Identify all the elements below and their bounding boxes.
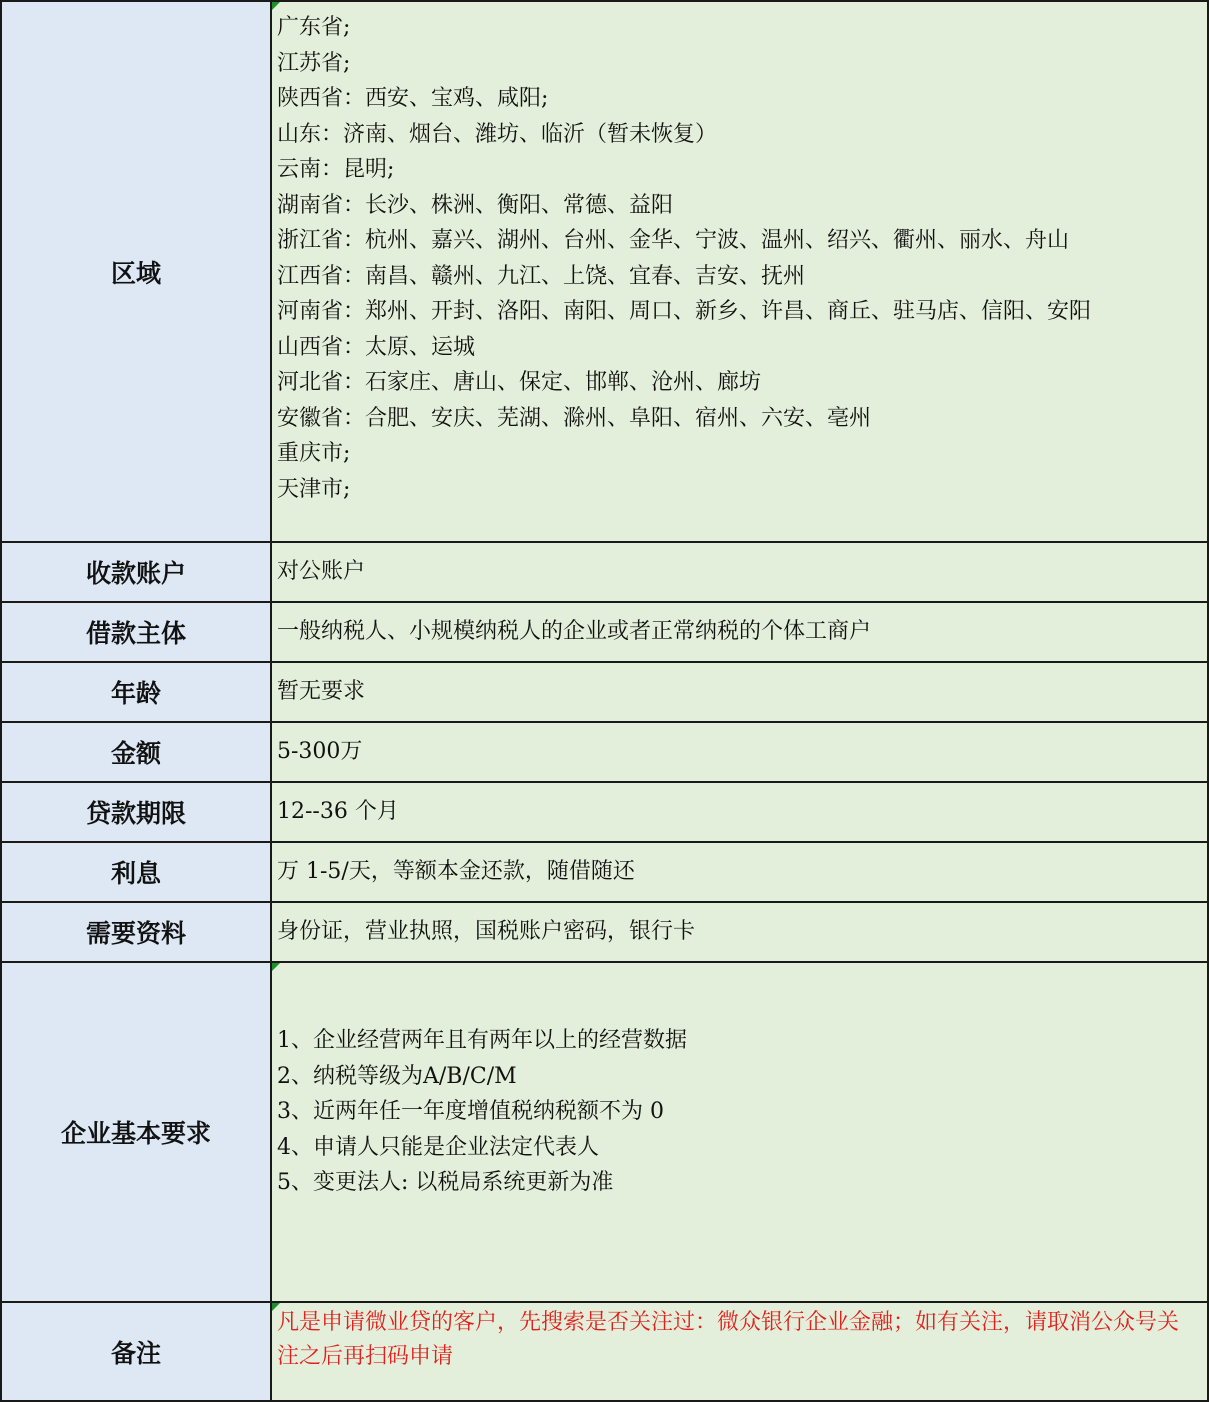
region-line: 安徽省：合肥、安庆、芜湖、滁州、阜阳、宿州、六安、亳州 <box>277 405 872 431</box>
row-account <box>1 542 1208 602</box>
term-value: 12--36 个月 <box>271 782 1208 842</box>
requirements-list <box>277 1023 1207 1201</box>
row-age <box>1 662 1208 722</box>
row-documents <box>1 902 1208 962</box>
requirement-item: 2、纳税等级为A/B/C/M <box>277 1063 517 1089</box>
account-value: 对公账户 <box>271 542 1208 602</box>
interest-label: 利息 <box>1 842 271 902</box>
row-region <box>1 1 1208 542</box>
remarks-label: 备注 <box>1 1302 271 1401</box>
row-borrower <box>1 602 1208 662</box>
region-line: 湖南省：长沙、株洲、衡阳、常德、益阳 <box>277 192 674 218</box>
comment-indicator-icon <box>272 2 280 10</box>
amount-label: 金额 <box>1 722 271 782</box>
region-line: 云南：昆明; <box>277 157 395 182</box>
region-line: 浙江省：杭州、嘉兴、湖州、台州、金华、宁波、温州、绍兴、衢州、丽水、舟山 <box>277 228 1070 253</box>
region-label: 区域 <box>1 1 271 542</box>
region-list <box>277 2 1207 507</box>
row-requirements <box>1 962 1208 1302</box>
borrower-label: 借款主体 <box>1 602 271 662</box>
requirement-item: 1、企业经营两年且有两年以上的经营数据 <box>277 1028 687 1054</box>
requirement-item: 5、变更法人: 以税局系统更新为准 <box>277 1170 614 1196</box>
age-value: 暂无要求 <box>271 662 1208 722</box>
requirements-label: 企业基本要求 <box>1 962 271 1302</box>
row-interest <box>1 842 1208 902</box>
region-line: 陕西省：西安、宝鸡、咸阳; <box>277 86 549 111</box>
requirement-item: 4、申请人只能是企业法定代表人 <box>277 1134 599 1160</box>
region-value <box>271 1 1208 542</box>
requirement-item: 3、近两年任一年度增值税纳税额不为 0 <box>277 1099 664 1125</box>
row-term <box>1 782 1208 842</box>
region-line: 山东：济南、烟台、潍坊、临沂（暂未恢复） <box>277 121 718 147</box>
documents-label: 需要资料 <box>1 902 271 962</box>
row-amount <box>1 722 1208 782</box>
documents-value: 身份证，营业执照，国税账户密码，银行卡 <box>271 902 1208 962</box>
account-label: 收款账户 <box>1 542 271 602</box>
remarks-text: 凡是申请微业贷的客户，先搜索是否关注过：微众银行企业金融；如有关注，请取消公众号关注之后再扫码申请 <box>277 1310 1180 1369</box>
amount-value: 5-300万 <box>271 722 1208 782</box>
age-label: 年龄 <box>1 662 271 722</box>
region-line: 河北省：石家庄、唐山、保定、邯郸、沧州、廊坊 <box>277 370 762 395</box>
region-line: 天津市; <box>277 476 351 502</box>
region-line: 江苏省; <box>277 50 351 76</box>
region-line: 重庆市; <box>277 441 351 466</box>
requirements-value <box>271 962 1208 1302</box>
region-line: 河南省：郑州、开封、洛阳、南阳、周口、新乡、许昌、商丘、驻马店、信阳、安阳 <box>277 299 1092 324</box>
term-label: 贷款期限 <box>1 782 271 842</box>
region-line: 山西省：太原、运城 <box>277 334 476 360</box>
comment-indicator-icon <box>272 963 280 971</box>
row-remarks <box>1 1302 1208 1401</box>
comment-indicator-icon <box>272 1303 280 1311</box>
borrower-value: 一般纳税人、小规模纳税人的企业或者正常纳税的个体工商户 <box>271 602 1208 662</box>
region-line: 广东省; <box>277 15 351 40</box>
interest-value: 万 1-5/天，等额本金还款，随借随还 <box>271 842 1208 902</box>
remarks-value <box>271 1302 1208 1401</box>
region-line: 江西省：南昌、赣州、九江、上饶、宜春、吉安、抚州 <box>277 263 806 289</box>
